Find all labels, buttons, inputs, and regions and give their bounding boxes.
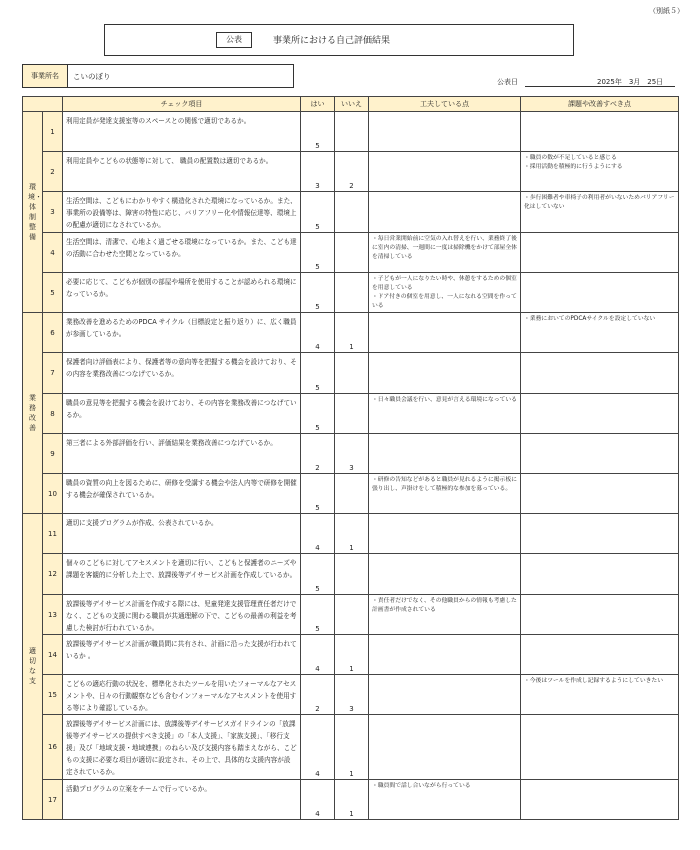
no-count: 1	[335, 635, 369, 675]
title-box	[104, 24, 574, 56]
effort-note	[369, 353, 521, 394]
table-row	[23, 780, 679, 820]
issue-note	[521, 353, 679, 394]
no-count: 1	[335, 514, 369, 554]
item-number: 8	[43, 394, 63, 434]
yes-count: 5	[301, 595, 335, 635]
check-item-text: 適切に支援プログラムが作成、公表されているか。	[63, 514, 301, 554]
item-number: 10	[43, 474, 63, 514]
publication-date: 2025年 3月 25日	[597, 78, 664, 86]
evaluation-table	[22, 96, 679, 820]
category-cell	[23, 313, 43, 514]
no-count	[335, 394, 369, 434]
category-label: 環境・体制整備	[28, 182, 42, 241]
check-item-text: 業務改善を進めるためのPDCA サイクル（目標設定と振り返り）に、広く職員が参画しているか。	[63, 313, 301, 353]
no-count: 3	[335, 675, 369, 715]
check-item-text: 職員の資質の向上を図るために、研修を受講する機会や法人内等で研修を開催する機会が確保されているか。	[63, 474, 301, 514]
yes-count: 4	[301, 313, 335, 353]
category-label: 適切な支	[29, 647, 36, 685]
table-row	[23, 514, 679, 554]
check-item-text: 活動プログラムの立案をチームで行っているか。	[63, 780, 301, 820]
item-number: 5	[43, 273, 63, 313]
issue-note	[521, 273, 679, 313]
issue-note	[521, 715, 679, 780]
yes-count: 5	[301, 112, 335, 152]
effort-note	[369, 192, 521, 233]
yes-count: 2	[301, 434, 335, 474]
header-no: いいえ	[335, 97, 369, 112]
table-row	[23, 715, 679, 780]
check-item-text: 個々のこどもに対してアセスメントを適切に行い、こどもと保護者のニーズや課題を客観的に分析した上で、放課後等デイサービス計画を作成しているか。	[63, 554, 301, 595]
item-number: 15	[43, 675, 63, 715]
no-count: 2	[335, 152, 369, 192]
item-number: 3	[43, 192, 63, 233]
no-count	[335, 233, 369, 273]
yes-count: 5	[301, 554, 335, 595]
issue-note	[521, 434, 679, 474]
table-row	[23, 112, 679, 152]
check-item-text: 放課後等デイサービス計画には、放課後等デイサービスガイドラインの「放課後等デイサービスの提供すべき支援」の「本人支援」、「家族支援」、「移行支援」及び「地域支援・地域連携」のねらい及び支援内容も踏まえながら、こどもの支援に必要な項目が適切に設定され、その上で、具体的な支援内容が設定されているか。	[63, 715, 301, 780]
effort-note	[369, 313, 521, 353]
yes-count: 4	[301, 715, 335, 780]
table-row	[23, 434, 679, 474]
check-item-text: 生活空間は、こどもにわかりやすく構造化された環境になっているか。また、事業所の設備等は、障害の特性に応じ、バリアフリー化や情報伝達等、環境上の配慮が適切になされているか。	[63, 192, 301, 233]
effort-note	[369, 434, 521, 474]
item-number: 9	[43, 434, 63, 474]
effort-note	[369, 635, 521, 675]
publication-underline	[525, 86, 675, 87]
form-number: （別紙５）	[649, 7, 684, 15]
no-count	[335, 112, 369, 152]
issue-note: ・業務においてのPDCAサイクルを設定していない	[521, 313, 679, 353]
table-row	[23, 394, 679, 434]
item-number: 13	[43, 595, 63, 635]
item-number: 16	[43, 715, 63, 780]
effort-note	[369, 715, 521, 780]
item-number: 7	[43, 353, 63, 394]
header-blank	[23, 97, 63, 112]
issue-note	[521, 514, 679, 554]
check-item-text: 職員の意見等を把握する機会を設けており、その内容を業務改善につなげているか。	[63, 394, 301, 434]
issue-note	[521, 233, 679, 273]
page-title: 事業所における自己評価結果	[273, 36, 391, 46]
item-number: 14	[43, 635, 63, 675]
issue-note	[521, 112, 679, 152]
yes-count: 5	[301, 394, 335, 434]
yes-count: 4	[301, 635, 335, 675]
no-count	[335, 554, 369, 595]
facility-box	[22, 64, 294, 88]
effort-note: ・職員間で話し合いながら行っている	[369, 780, 521, 820]
table-row	[23, 192, 679, 233]
yes-count: 4	[301, 780, 335, 820]
header-efforts: 工夫している点	[369, 97, 521, 112]
effort-note	[369, 152, 521, 192]
publication-label: 公表日	[497, 78, 518, 86]
category-label: 業務改善	[29, 393, 36, 432]
no-count: 1	[335, 715, 369, 780]
table-row	[23, 474, 679, 514]
table-row	[23, 273, 679, 313]
yes-count: 4	[301, 514, 335, 554]
issue-note	[521, 635, 679, 675]
no-count: 1	[335, 780, 369, 820]
item-number: 1	[43, 112, 63, 152]
yes-count: 5	[301, 474, 335, 514]
no-count	[335, 192, 369, 233]
issue-note	[521, 474, 679, 514]
effort-note: ・子どもが一人になりたい時や、休憩をするための個室を用意している ・ドア付きの個室を用意し、一人になれる空間を作っている	[369, 273, 521, 313]
table-row	[23, 313, 679, 353]
yes-count: 5	[301, 273, 335, 313]
effort-note: ・責任者だけでなく、その他職員からの情報も考慮した計画書が作成されている	[369, 595, 521, 635]
yes-count: 5	[301, 192, 335, 233]
item-number: 17	[43, 780, 63, 820]
table-row	[23, 233, 679, 273]
category-cell	[23, 514, 43, 820]
issue-note: ・今後はツールを作成し記録するようにしていきたい	[521, 675, 679, 715]
check-item-text: こどもの適応行動の状況を、標準化されたツールを用いたフォーマルなアセスメントや、日々の行動観察なども含むインフォーマルなアセスメントを使用する等により確認しているか。	[63, 675, 301, 715]
table-row	[23, 595, 679, 635]
facility-name: こいのぼり	[73, 71, 111, 81]
effort-note	[369, 554, 521, 595]
header-yes: はい	[301, 97, 335, 112]
issue-note: ・歩行困難者や車椅子の利用者がいないためバリアフリー化はしていない	[521, 192, 679, 233]
item-number: 11	[43, 514, 63, 554]
check-item-text: 利用定員やこどもの状態等に対して、 職員の配置数は適切であるか。	[63, 152, 301, 192]
no-count	[335, 353, 369, 394]
check-item-text: 必要に応じて、こどもが個別の部屋や場所を使用することが認められる環境になっているか。	[63, 273, 301, 313]
effort-note: ・日々職員会議を行い、意見が言える環境になっている	[369, 394, 521, 434]
yes-count: 3	[301, 152, 335, 192]
table-row	[23, 675, 679, 715]
public-badge: 公表	[216, 32, 252, 48]
header-check-item: チェック項目	[63, 97, 301, 112]
effort-note	[369, 514, 521, 554]
table-row	[23, 554, 679, 595]
item-number: 12	[43, 554, 63, 595]
no-count	[335, 273, 369, 313]
check-item-text: 放課後等デイサービス計画が職員間に共有され、計画に沿った支援が行われているか 。	[63, 635, 301, 675]
effort-note: ・毎日営業開始前に空気の入れ替えを行い、業務終了後に室内の清掃、一週間に一度は掃除機をかけて部屋全体を清掃している	[369, 233, 521, 273]
header-issues: 課題や改善すべき点	[521, 97, 679, 112]
item-number: 6	[43, 313, 63, 353]
issue-note	[521, 554, 679, 595]
yes-count: 5	[301, 353, 335, 394]
check-item-text: 第三者による外部評価を行い、評価結果を業務改善につなげているか。	[63, 434, 301, 474]
no-count	[335, 595, 369, 635]
check-item-text: 生活空間は、清潔で、心地よく過ごせる環境になっているか。また、こども達の活動に合わせた空間となっているか。	[63, 233, 301, 273]
effort-note	[369, 112, 521, 152]
category-cell	[23, 112, 43, 313]
table-row	[23, 353, 679, 394]
no-count: 1	[335, 313, 369, 353]
table-row	[23, 152, 679, 192]
table-row	[23, 635, 679, 675]
issue-note	[521, 780, 679, 820]
item-number: 4	[43, 233, 63, 273]
effort-note	[369, 675, 521, 715]
yes-count: 5	[301, 233, 335, 273]
table-header-row	[23, 97, 679, 112]
issue-note: ・職員の数が不足していると感じる ・採用活動を積極的に行うようにする	[521, 152, 679, 192]
check-item-text: 保護者向け評価表により、保護者等の意向等を把握する機会を設けており、その内容を業務改善につなげているか。	[63, 353, 301, 394]
no-count	[335, 474, 369, 514]
effort-note: ・研修の告知などがあると職員が見れるように掲示板に張り出し、声掛けをして積極的な参加を募っている。	[369, 474, 521, 514]
no-count: 3	[335, 434, 369, 474]
check-item-text: 放課後等デイサービス計画を作成する際には、児童発達支援管理責任者だけでなく、こどもの支援に関わる職員が共通理解の下で、こどもの最善の利益を考慮した検討が行われているか。	[63, 595, 301, 635]
issue-note	[521, 595, 679, 635]
item-number: 2	[43, 152, 63, 192]
yes-count: 2	[301, 675, 335, 715]
facility-label: 事業所名	[23, 65, 68, 87]
issue-note	[521, 394, 679, 434]
check-item-text: 利用定員が発達支援室等のスペースとの関係で適切であるか。	[63, 112, 301, 152]
